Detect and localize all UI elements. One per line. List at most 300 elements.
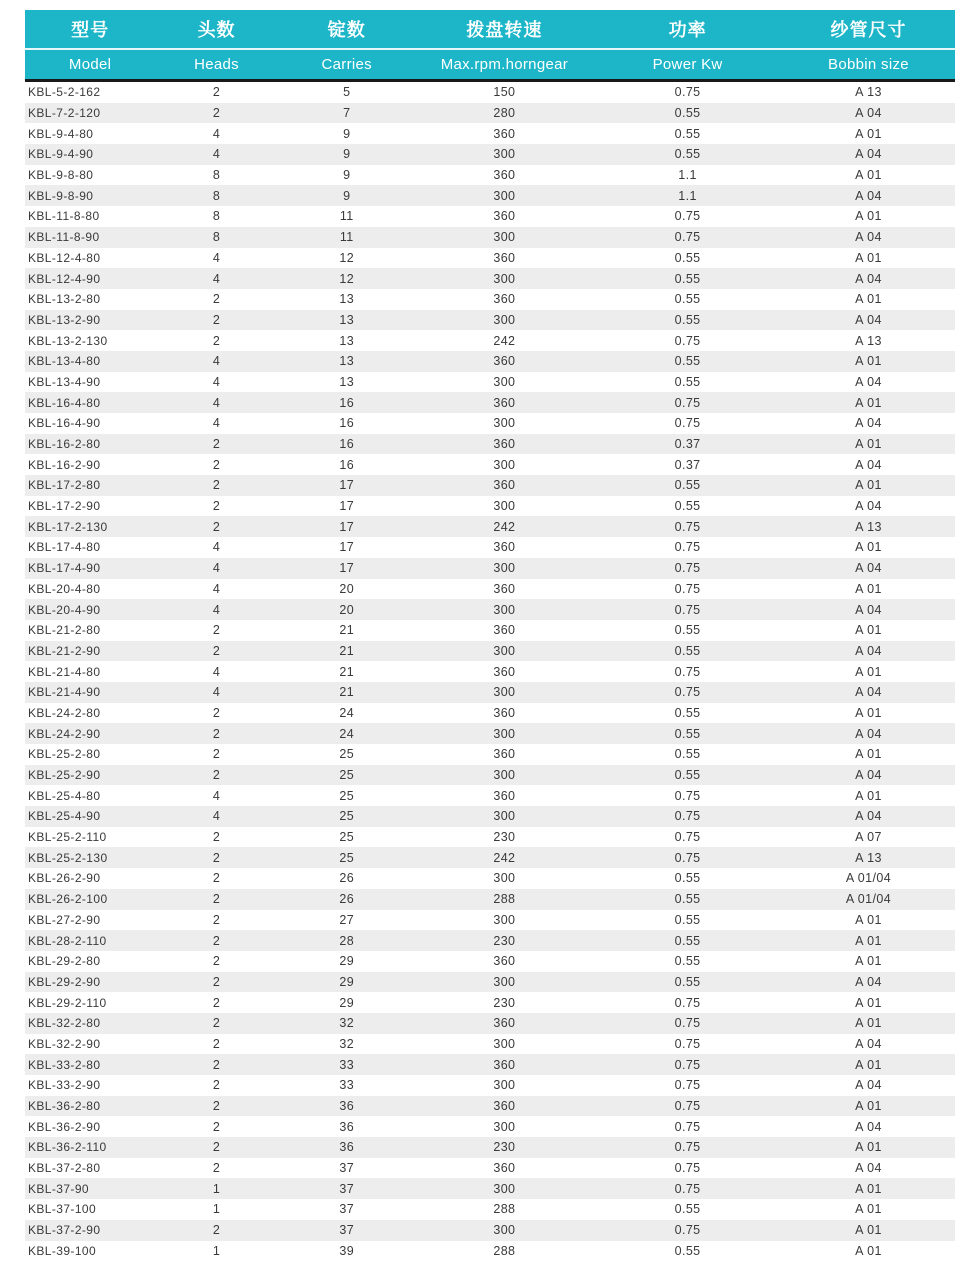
- cell-carries: 32: [339, 1016, 355, 1031]
- cell-rpm: 360: [493, 292, 516, 307]
- cell-model: KBL-21-4-90: [28, 685, 101, 700]
- cell-model: KBL-13-2-80: [28, 292, 101, 307]
- cell-rpm: 360: [493, 1016, 516, 1031]
- cell-rpm: 360: [493, 354, 516, 369]
- machine-spec-table: [25, 10, 955, 1261]
- header-row-chinese: [25, 10, 955, 49]
- cell-model: KBL-39-100: [28, 1243, 97, 1258]
- cell-bobbin: A 01: [855, 1202, 882, 1217]
- cell-heads: 2: [212, 995, 221, 1010]
- cell-power: 0.75: [674, 1078, 701, 1093]
- cell-power: 0.55: [674, 147, 701, 162]
- cell-rpm: 360: [493, 540, 516, 555]
- cell-model: KBL-24-2-80: [28, 705, 101, 720]
- cell-rpm: 360: [493, 623, 516, 638]
- cell-model: KBL-29-2-110: [28, 995, 107, 1010]
- cell-model: KBL-24-2-90: [28, 726, 101, 741]
- cell-model: KBL-33-2-80: [28, 1057, 101, 1072]
- table-row: [25, 972, 955, 993]
- table-row: [25, 889, 955, 910]
- table-row: [25, 951, 955, 972]
- cell-model: KBL-16-4-80: [28, 395, 101, 410]
- cell-model: KBL-36-2-110: [28, 1140, 107, 1155]
- cell-model: KBL-13-4-90: [28, 374, 101, 389]
- cell-bobbin: A 13: [855, 333, 882, 348]
- cell-bobbin: A 04: [855, 1036, 882, 1051]
- table-row: [25, 744, 955, 765]
- cell-rpm: 300: [493, 561, 516, 576]
- cell-power: 0.55: [674, 892, 701, 907]
- header-row-english: [25, 49, 955, 81]
- table-row: [25, 268, 955, 289]
- cell-power: 0.75: [674, 1181, 701, 1196]
- cell-power: 0.55: [674, 499, 701, 514]
- table-row: [25, 475, 955, 496]
- table-row: [25, 103, 955, 124]
- table-row: [25, 910, 955, 931]
- cell-rpm: 300: [493, 1119, 516, 1134]
- cell-power: 0.75: [674, 995, 701, 1010]
- cell-power: 0.55: [674, 705, 701, 720]
- column-header-power-zh: 功率: [593, 10, 782, 49]
- cell-power: 0.75: [674, 581, 701, 596]
- cell-heads: 4: [212, 250, 221, 265]
- cell-power: 0.55: [674, 106, 701, 121]
- cell-bobbin: A 01: [855, 209, 882, 224]
- cell-power: 0.75: [674, 85, 701, 100]
- cell-carries: 21: [339, 623, 355, 638]
- cell-carries: 29: [339, 995, 355, 1010]
- table-row: [25, 454, 955, 475]
- cell-rpm: 300: [493, 1036, 516, 1051]
- cell-carries: 21: [339, 643, 355, 658]
- cell-carries: 21: [339, 664, 355, 679]
- cell-heads: 2: [212, 499, 221, 514]
- cell-power: 0.55: [674, 374, 701, 389]
- cell-carries: 16: [339, 437, 355, 452]
- cell-model: KBL-25-4-80: [28, 788, 101, 803]
- cell-rpm: 360: [493, 705, 516, 720]
- cell-rpm: 360: [493, 250, 516, 265]
- cell-carries: 11: [339, 209, 354, 224]
- table-row: [25, 1054, 955, 1075]
- cell-power: 0.75: [674, 519, 701, 534]
- cell-bobbin: A 01: [855, 168, 882, 183]
- cell-power: 0.55: [674, 623, 701, 638]
- cell-heads: 2: [212, 1223, 221, 1238]
- cell-model: KBL-9-4-80: [28, 126, 94, 141]
- cell-rpm: 360: [493, 788, 516, 803]
- cell-power: 0.75: [674, 230, 701, 245]
- cell-model: KBL-17-2-80: [28, 478, 101, 493]
- cell-rpm: 300: [493, 1223, 516, 1238]
- table-row: [25, 206, 955, 227]
- cell-heads: 2: [212, 871, 221, 886]
- cell-heads: 2: [212, 1140, 221, 1155]
- cell-model: KBL-32-2-90: [28, 1036, 101, 1051]
- table-row: [25, 1116, 955, 1137]
- cell-carries: 27: [339, 912, 355, 927]
- cell-rpm: 300: [493, 602, 516, 617]
- cell-rpm: 360: [493, 209, 516, 224]
- cell-power: 0.37: [674, 457, 701, 472]
- cell-bobbin: A 01: [855, 437, 882, 452]
- cell-power: 0.75: [674, 809, 701, 824]
- cell-carries: 37: [339, 1181, 355, 1196]
- table-row: [25, 413, 955, 434]
- cell-power: 0.55: [674, 768, 701, 783]
- table-row: [25, 434, 955, 455]
- cell-carries: 20: [339, 581, 355, 596]
- cell-heads: 4: [212, 664, 221, 679]
- cell-rpm: 242: [493, 519, 516, 534]
- cell-carries: 25: [339, 768, 355, 783]
- cell-carries: 16: [339, 457, 355, 472]
- cell-model: KBL-21-2-90: [28, 643, 101, 658]
- table-row: [25, 227, 955, 248]
- cell-carries: 13: [339, 292, 355, 307]
- cell-rpm: 360: [493, 168, 516, 183]
- cell-model: KBL-11-8-80: [28, 209, 100, 224]
- cell-power: 1.1: [678, 168, 697, 183]
- cell-heads: 2: [212, 1099, 221, 1114]
- cell-model: KBL-28-2-110: [28, 933, 107, 948]
- cell-rpm: 300: [493, 726, 516, 741]
- cell-power: 0.75: [674, 1016, 701, 1031]
- cell-heads: 2: [212, 106, 221, 121]
- cell-heads: 2: [212, 623, 221, 638]
- cell-rpm: 280: [493, 106, 516, 121]
- cell-rpm: 300: [493, 974, 516, 989]
- table-row: [25, 289, 955, 310]
- cell-bobbin: A 04: [855, 1078, 882, 1093]
- cell-bobbin: A 01: [855, 747, 882, 762]
- cell-bobbin: A 01: [855, 933, 882, 948]
- cell-power: 0.75: [674, 1140, 701, 1155]
- table-row: [25, 785, 955, 806]
- cell-carries: 24: [339, 726, 355, 741]
- cell-power: 0.75: [674, 664, 701, 679]
- cell-carries: 20: [339, 602, 355, 617]
- table-row: [25, 185, 955, 206]
- cell-bobbin: A 04: [855, 726, 882, 741]
- table-row: [25, 765, 955, 786]
- cell-model: KBL-36-2-80: [28, 1099, 101, 1114]
- cell-heads: 2: [212, 1161, 221, 1176]
- cell-bobbin: A 13: [855, 519, 882, 534]
- cell-rpm: 360: [493, 1099, 516, 1114]
- cell-model: KBL-25-2-90: [28, 768, 101, 783]
- cell-bobbin: A 01: [855, 623, 882, 638]
- cell-power: 1.1: [678, 188, 697, 203]
- cell-model: KBL-5-2-162: [28, 85, 101, 100]
- cell-power: 0.55: [674, 726, 701, 741]
- spec-table-body: [25, 81, 955, 1262]
- cell-power: 0.55: [674, 954, 701, 969]
- cell-rpm: 300: [493, 1181, 516, 1196]
- cell-model: KBL-13-2-130: [28, 333, 108, 348]
- cell-carries: 5: [343, 85, 351, 100]
- cell-bobbin: A 01: [855, 581, 882, 596]
- cell-bobbin: A 01: [855, 250, 882, 265]
- cell-rpm: 360: [493, 581, 516, 596]
- column-header-carries-zh: 锭数: [278, 10, 416, 49]
- cell-rpm: 300: [493, 643, 516, 658]
- cell-carries: 28: [339, 933, 355, 948]
- cell-rpm: 300: [493, 457, 516, 472]
- cell-power: 0.75: [674, 850, 701, 865]
- table-row: [25, 661, 955, 682]
- cell-bobbin: A 04: [855, 602, 882, 617]
- cell-power: 0.75: [674, 602, 701, 617]
- cell-model: KBL-9-8-90: [28, 188, 94, 203]
- cell-model: KBL-36-2-90: [28, 1119, 101, 1134]
- cell-carries: 25: [339, 747, 355, 762]
- cell-bobbin: A 01/04: [845, 892, 892, 907]
- cell-model: KBL-16-2-80: [28, 437, 101, 452]
- cell-model: KBL-37-100: [28, 1202, 97, 1217]
- table-row: [25, 827, 955, 848]
- cell-heads: 2: [212, 1016, 221, 1031]
- cell-model: KBL-20-4-90: [28, 602, 101, 617]
- cell-carries: 13: [339, 374, 355, 389]
- cell-rpm: 360: [493, 1057, 516, 1072]
- cell-power: 0.55: [674, 312, 701, 327]
- cell-bobbin: A 01: [855, 788, 882, 803]
- cell-carries: 17: [339, 478, 355, 493]
- cell-model: KBL-29-2-80: [28, 954, 101, 969]
- cell-heads: 8: [212, 230, 221, 245]
- cell-model: KBL-33-2-90: [28, 1078, 101, 1093]
- cell-carries: 37: [339, 1223, 355, 1238]
- table-row: [25, 1034, 955, 1055]
- cell-heads: 2: [212, 705, 221, 720]
- cell-power: 0.75: [674, 540, 701, 555]
- cell-power: 0.75: [674, 685, 701, 700]
- cell-heads: 2: [212, 933, 221, 948]
- cell-rpm: 360: [493, 395, 516, 410]
- cell-bobbin: A 01: [855, 395, 882, 410]
- table-header: [25, 10, 955, 81]
- cell-heads: 4: [212, 788, 221, 803]
- cell-rpm: 300: [493, 499, 516, 514]
- cell-carries: 25: [339, 830, 355, 845]
- cell-carries: 26: [339, 871, 355, 886]
- table-row: [25, 310, 955, 331]
- cell-heads: 8: [212, 188, 221, 203]
- table-row: [25, 992, 955, 1013]
- cell-heads: 4: [212, 126, 221, 141]
- cell-rpm: 288: [493, 892, 516, 907]
- cell-model: KBL-37-2-90: [28, 1223, 101, 1238]
- cell-model: KBL-21-2-80: [28, 623, 101, 638]
- cell-rpm: 242: [493, 850, 516, 865]
- cell-rpm: 300: [493, 147, 516, 162]
- table-row: [25, 537, 955, 558]
- cell-heads: 2: [212, 1119, 221, 1134]
- cell-bobbin: A 04: [855, 643, 882, 658]
- cell-rpm: 360: [493, 747, 516, 762]
- cell-power: 0.75: [674, 1057, 701, 1072]
- cell-bobbin: A 04: [855, 106, 882, 121]
- cell-power: 0.55: [674, 354, 701, 369]
- cell-model: KBL-25-2-130: [28, 850, 108, 865]
- cell-rpm: 300: [493, 230, 516, 245]
- cell-heads: 2: [212, 85, 221, 100]
- cell-rpm: 360: [493, 478, 516, 493]
- column-header-carries-en: Carries: [278, 49, 416, 81]
- cell-bobbin: A 04: [855, 457, 882, 472]
- cell-power: 0.75: [674, 209, 701, 224]
- table-row: [25, 1013, 955, 1034]
- cell-carries: 17: [339, 561, 355, 576]
- cell-bobbin: A 01: [855, 540, 882, 555]
- cell-carries: 16: [339, 416, 355, 431]
- cell-heads: 2: [212, 912, 221, 927]
- column-header-bobbin-en: Bobbin size: [782, 49, 955, 81]
- table-row: [25, 1137, 955, 1158]
- cell-model: KBL-37-90: [28, 1181, 89, 1196]
- cell-carries: 7: [343, 106, 351, 121]
- cell-bobbin: A 04: [855, 230, 882, 245]
- table-row: [25, 641, 955, 662]
- cell-power: 0.55: [674, 271, 701, 286]
- cell-carries: 37: [339, 1161, 355, 1176]
- cell-bobbin: A 13: [855, 850, 882, 865]
- cell-power: 0.55: [674, 933, 701, 948]
- cell-bobbin: A 01: [855, 1057, 882, 1072]
- cell-power: 0.55: [674, 1243, 701, 1258]
- cell-carries: 21: [339, 685, 355, 700]
- cell-carries: 9: [343, 168, 351, 183]
- cell-heads: 2: [212, 768, 221, 783]
- cell-rpm: 300: [493, 416, 516, 431]
- table-row: [25, 620, 955, 641]
- cell-carries: 33: [339, 1057, 355, 1072]
- cell-model: KBL-16-2-90: [28, 457, 101, 472]
- table-row: [25, 123, 955, 144]
- table-row: [25, 1096, 955, 1117]
- cell-bobbin: A 04: [855, 271, 882, 286]
- cell-carries: 16: [339, 395, 355, 410]
- cell-model: KBL-16-4-90: [28, 416, 101, 431]
- cell-carries: 17: [339, 519, 355, 534]
- cell-carries: 9: [343, 188, 351, 203]
- cell-carries: 33: [339, 1078, 355, 1093]
- cell-bobbin: A 04: [855, 1161, 882, 1176]
- cell-power: 0.75: [674, 1036, 701, 1051]
- cell-heads: 2: [212, 850, 221, 865]
- table-row: [25, 1220, 955, 1241]
- cell-carries: 29: [339, 974, 355, 989]
- cell-power: 0.75: [674, 1223, 701, 1238]
- cell-power: 0.55: [674, 292, 701, 307]
- table-row: [25, 351, 955, 372]
- cell-carries: 13: [339, 312, 355, 327]
- cell-bobbin: A 01: [855, 1016, 882, 1031]
- table-row: [25, 372, 955, 393]
- table-row: [25, 682, 955, 703]
- cell-heads: 2: [212, 478, 221, 493]
- cell-bobbin: A 01: [855, 705, 882, 720]
- cell-carries: 17: [339, 499, 355, 514]
- cell-heads: 2: [212, 954, 221, 969]
- cell-bobbin: A 01: [855, 954, 882, 969]
- table-row: [25, 1158, 955, 1179]
- cell-model: KBL-29-2-90: [28, 974, 101, 989]
- cell-model: KBL-12-4-90: [28, 271, 101, 286]
- cell-heads: 4: [212, 602, 221, 617]
- cell-heads: 2: [212, 1078, 221, 1093]
- table-row: [25, 1178, 955, 1199]
- cell-model: KBL-17-2-130: [28, 519, 108, 534]
- cell-rpm: 242: [493, 333, 516, 348]
- cell-heads: 1: [212, 1243, 221, 1258]
- cell-heads: 2: [212, 747, 221, 762]
- cell-bobbin: A 01: [855, 126, 882, 141]
- column-header-rpm-zh: 拨盘转速: [416, 10, 594, 49]
- cell-heads: 2: [212, 1036, 221, 1051]
- cell-carries: 36: [339, 1140, 355, 1155]
- table-row: [25, 165, 955, 186]
- cell-model: KBL-32-2-80: [28, 1016, 101, 1031]
- cell-model: KBL-9-8-80: [28, 168, 94, 183]
- cell-power: 0.75: [674, 1161, 701, 1176]
- column-header-bobbin-zh: 纱管尺寸: [782, 10, 955, 49]
- table-row: [25, 703, 955, 724]
- cell-heads: 2: [212, 292, 221, 307]
- cell-heads: 2: [212, 312, 221, 327]
- cell-bobbin: A 01: [855, 912, 882, 927]
- cell-rpm: 150: [493, 85, 516, 100]
- cell-carries: 24: [339, 705, 355, 720]
- cell-model: KBL-25-2-80: [28, 747, 101, 762]
- cell-bobbin: A 01: [855, 354, 882, 369]
- column-header-model-zh: 型号: [25, 10, 155, 49]
- cell-carries: 17: [339, 540, 355, 555]
- cell-carries: 37: [339, 1202, 355, 1217]
- cell-carries: 13: [339, 333, 355, 348]
- cell-heads: 2: [212, 643, 221, 658]
- cell-bobbin: A 13: [855, 85, 882, 100]
- cell-heads: 2: [212, 726, 221, 741]
- cell-heads: 8: [212, 168, 221, 183]
- cell-rpm: 360: [493, 437, 516, 452]
- table-row: [25, 248, 955, 269]
- cell-rpm: 230: [493, 1140, 516, 1155]
- cell-power: 0.75: [674, 830, 701, 845]
- cell-power: 0.55: [674, 1202, 701, 1217]
- cell-rpm: 300: [493, 871, 516, 886]
- cell-heads: 4: [212, 540, 221, 555]
- cell-heads: 4: [212, 561, 221, 576]
- cell-bobbin: A 01: [855, 664, 882, 679]
- table-row: [25, 516, 955, 537]
- column-header-heads-en: Heads: [155, 49, 278, 81]
- cell-carries: 25: [339, 809, 355, 824]
- table-row: [25, 847, 955, 868]
- cell-rpm: 288: [493, 1243, 516, 1258]
- cell-carries: 32: [339, 1036, 355, 1051]
- cell-model: KBL-17-2-90: [28, 499, 101, 514]
- cell-bobbin: A 01: [855, 1181, 882, 1196]
- cell-bobbin: A 04: [855, 188, 882, 203]
- cell-rpm: 288: [493, 1202, 516, 1217]
- cell-bobbin: A 01: [855, 1243, 882, 1258]
- cell-carries: 36: [339, 1099, 355, 1114]
- cell-heads: 1: [212, 1181, 221, 1196]
- cell-rpm: 300: [493, 685, 516, 700]
